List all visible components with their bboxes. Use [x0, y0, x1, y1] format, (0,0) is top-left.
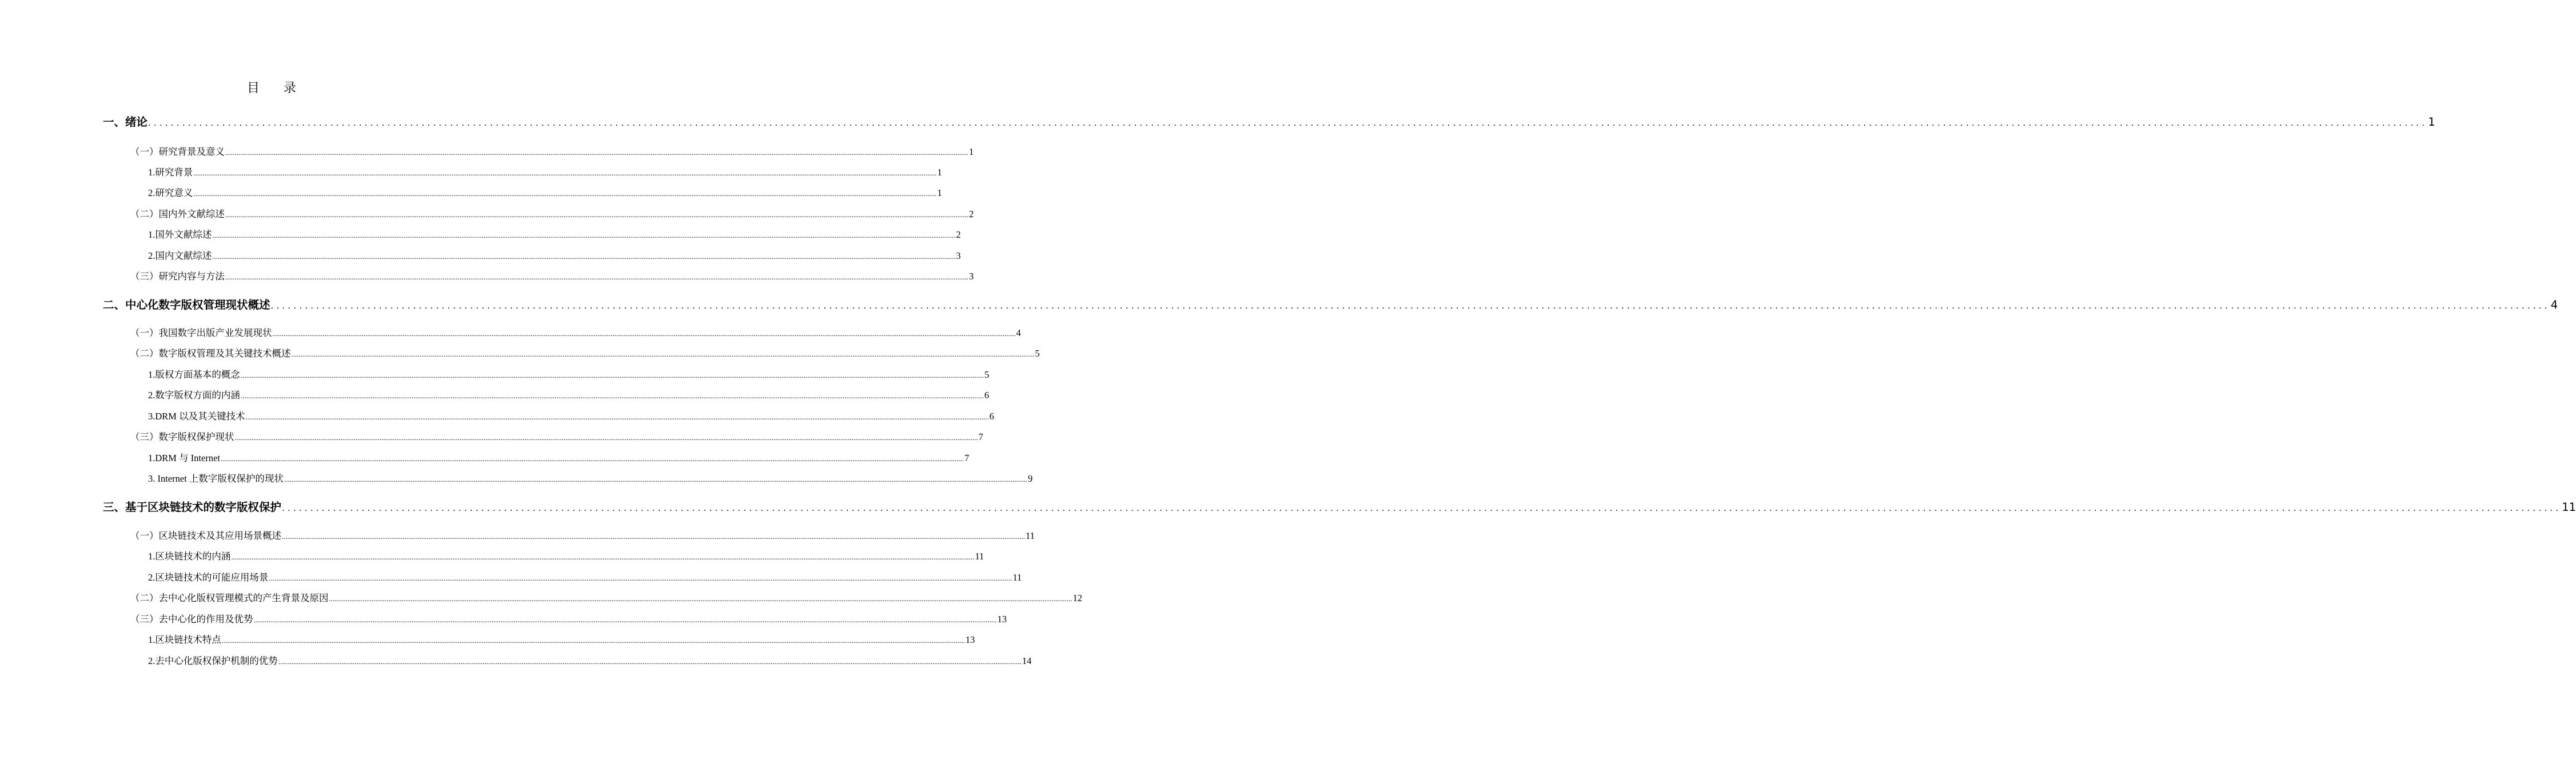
toc-dot-leader: ................................................................................................................................................................................................................................................................................................................................................................................................................ — [282, 532, 1025, 541]
toc-entry-page-number: 11 — [975, 551, 984, 562]
toc-entry-page-number: 11 — [1026, 530, 1035, 541]
toc-dot-leader: ................................................................................................................................................................................................................................................................................................................................................................................................................ — [240, 371, 984, 379]
toc-title-char-1: 目 — [246, 81, 260, 95]
toc-entry-label: 1.研究背景 — [148, 167, 193, 178]
toc-entry-sub[interactable] — [148, 450, 970, 464]
toc-entry-sub[interactable] — [148, 387, 990, 401]
toc-entry-section[interactable] — [130, 325, 1021, 339]
toc-entry-sub[interactable] — [148, 471, 1033, 485]
toc-entry-section[interactable] — [130, 206, 974, 220]
toc-entry-sub[interactable] — [148, 185, 942, 199]
toc-entry-label: （一）研究背景及意义 — [130, 146, 225, 157]
toc-dot-leader: ................................................................................................................................................................................................................................................................................................................................................................................................................ — [284, 475, 1027, 483]
toc-dot-leader: ................................................................................................................................................................................................................................................................................................................................................................................................................ — [272, 329, 1016, 338]
toc-entry-chapter[interactable] — [103, 113, 2435, 129]
toc-entry-label: （一）区块链技术及其应用场景概述 — [130, 530, 281, 541]
toc-entry-page-number: 2 — [969, 209, 974, 219]
toc-entry-page-number: 7 — [964, 453, 970, 463]
toc-entry-page-number: 1 — [2428, 115, 2435, 129]
toc-entry-sub[interactable] — [148, 165, 942, 178]
toc-entry-page-number: 1 — [937, 167, 942, 178]
toc-dot-leader: ................................................................................................................................................................................................................................................................................................................................................................................................................ — [221, 636, 965, 645]
toc-entry-label: （三）研究内容与方法 — [130, 271, 225, 282]
toc-entry-label: 2.区块链技术的可能应用场景 — [148, 572, 269, 583]
toc-entry-page-number: 4 — [1016, 327, 1021, 338]
toc-entry-label: 2.研究意义 — [148, 187, 193, 198]
toc-entry-page-number: 3 — [969, 271, 974, 282]
toc-dot-leader: ................................................................................................................................................................................................................................................................................................................................................................................................................ — [329, 594, 1072, 603]
toc-entry-sub[interactable] — [148, 248, 961, 262]
toc-entry-label: 1.区块链技术特点 — [148, 634, 221, 645]
toc-dot-leader: ................................................................................................................................................................................................................................................................................................................................................................................................................ — [291, 350, 1035, 358]
toc-entry-page-number: 11 — [2562, 501, 2576, 514]
toc-entry-label: 2.去中心化版权保护机制的优势 — [148, 655, 278, 666]
toc-entry-label: 1.DRM 与 Internet — [148, 453, 221, 463]
toc-dot-leader: ................................................................................................................................................................................................................................................................................................................................................................................................................ — [193, 189, 937, 198]
toc-entry-label: 2.数字版权方面的内涵 — [148, 390, 240, 401]
toc-entry-chapter[interactable] — [103, 498, 2576, 514]
toc-entry-page-number: 6 — [989, 411, 994, 422]
toc-entry-page-number: 1 — [969, 146, 974, 157]
toc-dot-leader: ................................................................................................................................................................................................................................................................................................................................................................................................................ — [225, 148, 968, 157]
toc-entry-section[interactable] — [130, 429, 983, 443]
toc-entry-section[interactable] — [130, 269, 974, 282]
toc-entry-label: 2.国内文献综述 — [148, 250, 212, 261]
toc-entry-sub[interactable] — [148, 653, 1032, 667]
toc-entry-page-number: 13 — [965, 634, 975, 645]
toc-dot-leader: ................................................................................................................................................................................................................................................................................................................................................................................................................ — [240, 391, 984, 400]
toc-entry-sub[interactable] — [148, 570, 1022, 583]
toc-entry-sub[interactable] — [148, 409, 994, 422]
toc-entry-label: 三、基于区块链技术的数字版权保护 — [103, 501, 282, 514]
toc-dot-leader: ................................................................................................................................................................................................................................................................................................................................................................................................................ — [221, 454, 964, 463]
toc-dot-leader: ................................................................................................................................................................................................................................................................................................................................................................................................................ — [269, 574, 1012, 582]
toc-entry-label: （二）国内外文献综述 — [130, 209, 225, 219]
toc-entry-label: （二）数字版权管理及其关键技术概述 — [130, 348, 291, 359]
toc-entry-label: 1.区块链技术的内涵 — [148, 551, 231, 562]
toc-entry-label: （二）去中心化版权管理模式的产生背景及原因 — [130, 593, 329, 603]
toc-entry-page-number: 14 — [1022, 655, 1032, 666]
toc-entry-page-number: 5 — [1035, 348, 1040, 359]
toc-entry-page-number: 11 — [1012, 572, 1022, 583]
toc-entry-label: 二、中心化数字版权管理现状概述 — [103, 298, 270, 311]
toc-entry-page-number: 6 — [984, 390, 990, 401]
toc-entry-page-number: 4 — [2550, 298, 2558, 311]
toc-entry-chapter[interactable] — [103, 296, 2558, 312]
toc-entry-page-number: 3 — [956, 250, 961, 261]
toc-dot-leader: ................................................................................................................................................................................................................................................................................................................................................................................................................ — [231, 553, 975, 561]
toc-entry-sub[interactable] — [148, 632, 975, 646]
toc-dot-leader: ................................................................................................................................................................................................................................................................................................................................................................................................................ — [212, 252, 956, 261]
toc-entry-label: 一、绪论 — [103, 115, 148, 129]
toc-entry-page-number: 12 — [1072, 593, 1082, 603]
toc-dot-leader: ................................................................................................................................................................................................................................................................................................................................................................................................................ — [212, 231, 956, 239]
toc-dot-leader: ................................................................................................................................................................................................................................................................................................................................................................................................................ — [245, 413, 989, 421]
toc-entry-label: （三）去中心化的作用及优势 — [130, 614, 253, 625]
toc-entry-section[interactable] — [130, 611, 1007, 625]
toc-entry-label: （一）我国数字出版产业发展现状 — [130, 327, 272, 338]
toc-dot-leader: ................................................................................................................................................................................................................................................................................................................................................................................................................ — [282, 503, 2562, 513]
toc-entry-page-number: 7 — [978, 431, 983, 442]
toc-dot-leader: ................................................................................................................................................................................................................................................................................................................................................................................................................ — [148, 118, 2428, 128]
toc-dot-leader: ................................................................................................................................................................................................................................................................................................................................................................................................................ — [225, 273, 968, 281]
toc-entry-section[interactable] — [130, 590, 1082, 604]
toc-entry-label: 3.DRM 以及其关键技术 — [148, 411, 245, 422]
toc-entry-sub[interactable] — [148, 549, 984, 562]
toc-dot-leader: ................................................................................................................................................................................................................................................................................................................................................................................................................ — [278, 657, 1022, 666]
toc-entry-label: 1.版权方面基本的概念 — [148, 369, 240, 380]
toc-entry-page-number: 1 — [937, 187, 942, 198]
toc-entry-section[interactable] — [130, 144, 974, 158]
toc-entry-sub[interactable] — [148, 227, 961, 241]
toc-dot-leader: ................................................................................................................................................................................................................................................................................................................................................................................................................ — [193, 169, 937, 177]
toc-entry-label: 1.国外文献综述 — [148, 229, 212, 240]
toc-entry-section[interactable] — [130, 528, 1035, 542]
toc-entry-page-number: 5 — [984, 369, 990, 380]
toc-entry-page-number: 13 — [997, 614, 1007, 625]
toc-dot-leader: ................................................................................................................................................................................................................................................................................................................................................................................................................ — [270, 301, 2550, 311]
toc-dot-leader: ................................................................................................................................................................................................................................................................................................................................................................................................................ — [253, 615, 997, 624]
toc-entry-section[interactable] — [130, 346, 1040, 359]
toc-entry-page-number: 9 — [1027, 473, 1033, 484]
toc-dot-leader: ................................................................................................................................................................................................................................................................................................................................................................................................................ — [225, 210, 968, 219]
toc-dot-leader: ................................................................................................................................................................................................................................................................................................................................................................................................................ — [234, 433, 978, 442]
toc-entry-label: 3. Internet 上数字版权保护的现状 — [148, 473, 284, 484]
toc-entry-sub[interactable] — [148, 367, 990, 381]
toc-entry-page-number: 2 — [956, 229, 961, 240]
toc-entry-label: （三）数字版权保护现状 — [130, 431, 234, 442]
toc-title-char-2: 录 — [284, 81, 297, 95]
toc-title — [0, 78, 543, 96]
